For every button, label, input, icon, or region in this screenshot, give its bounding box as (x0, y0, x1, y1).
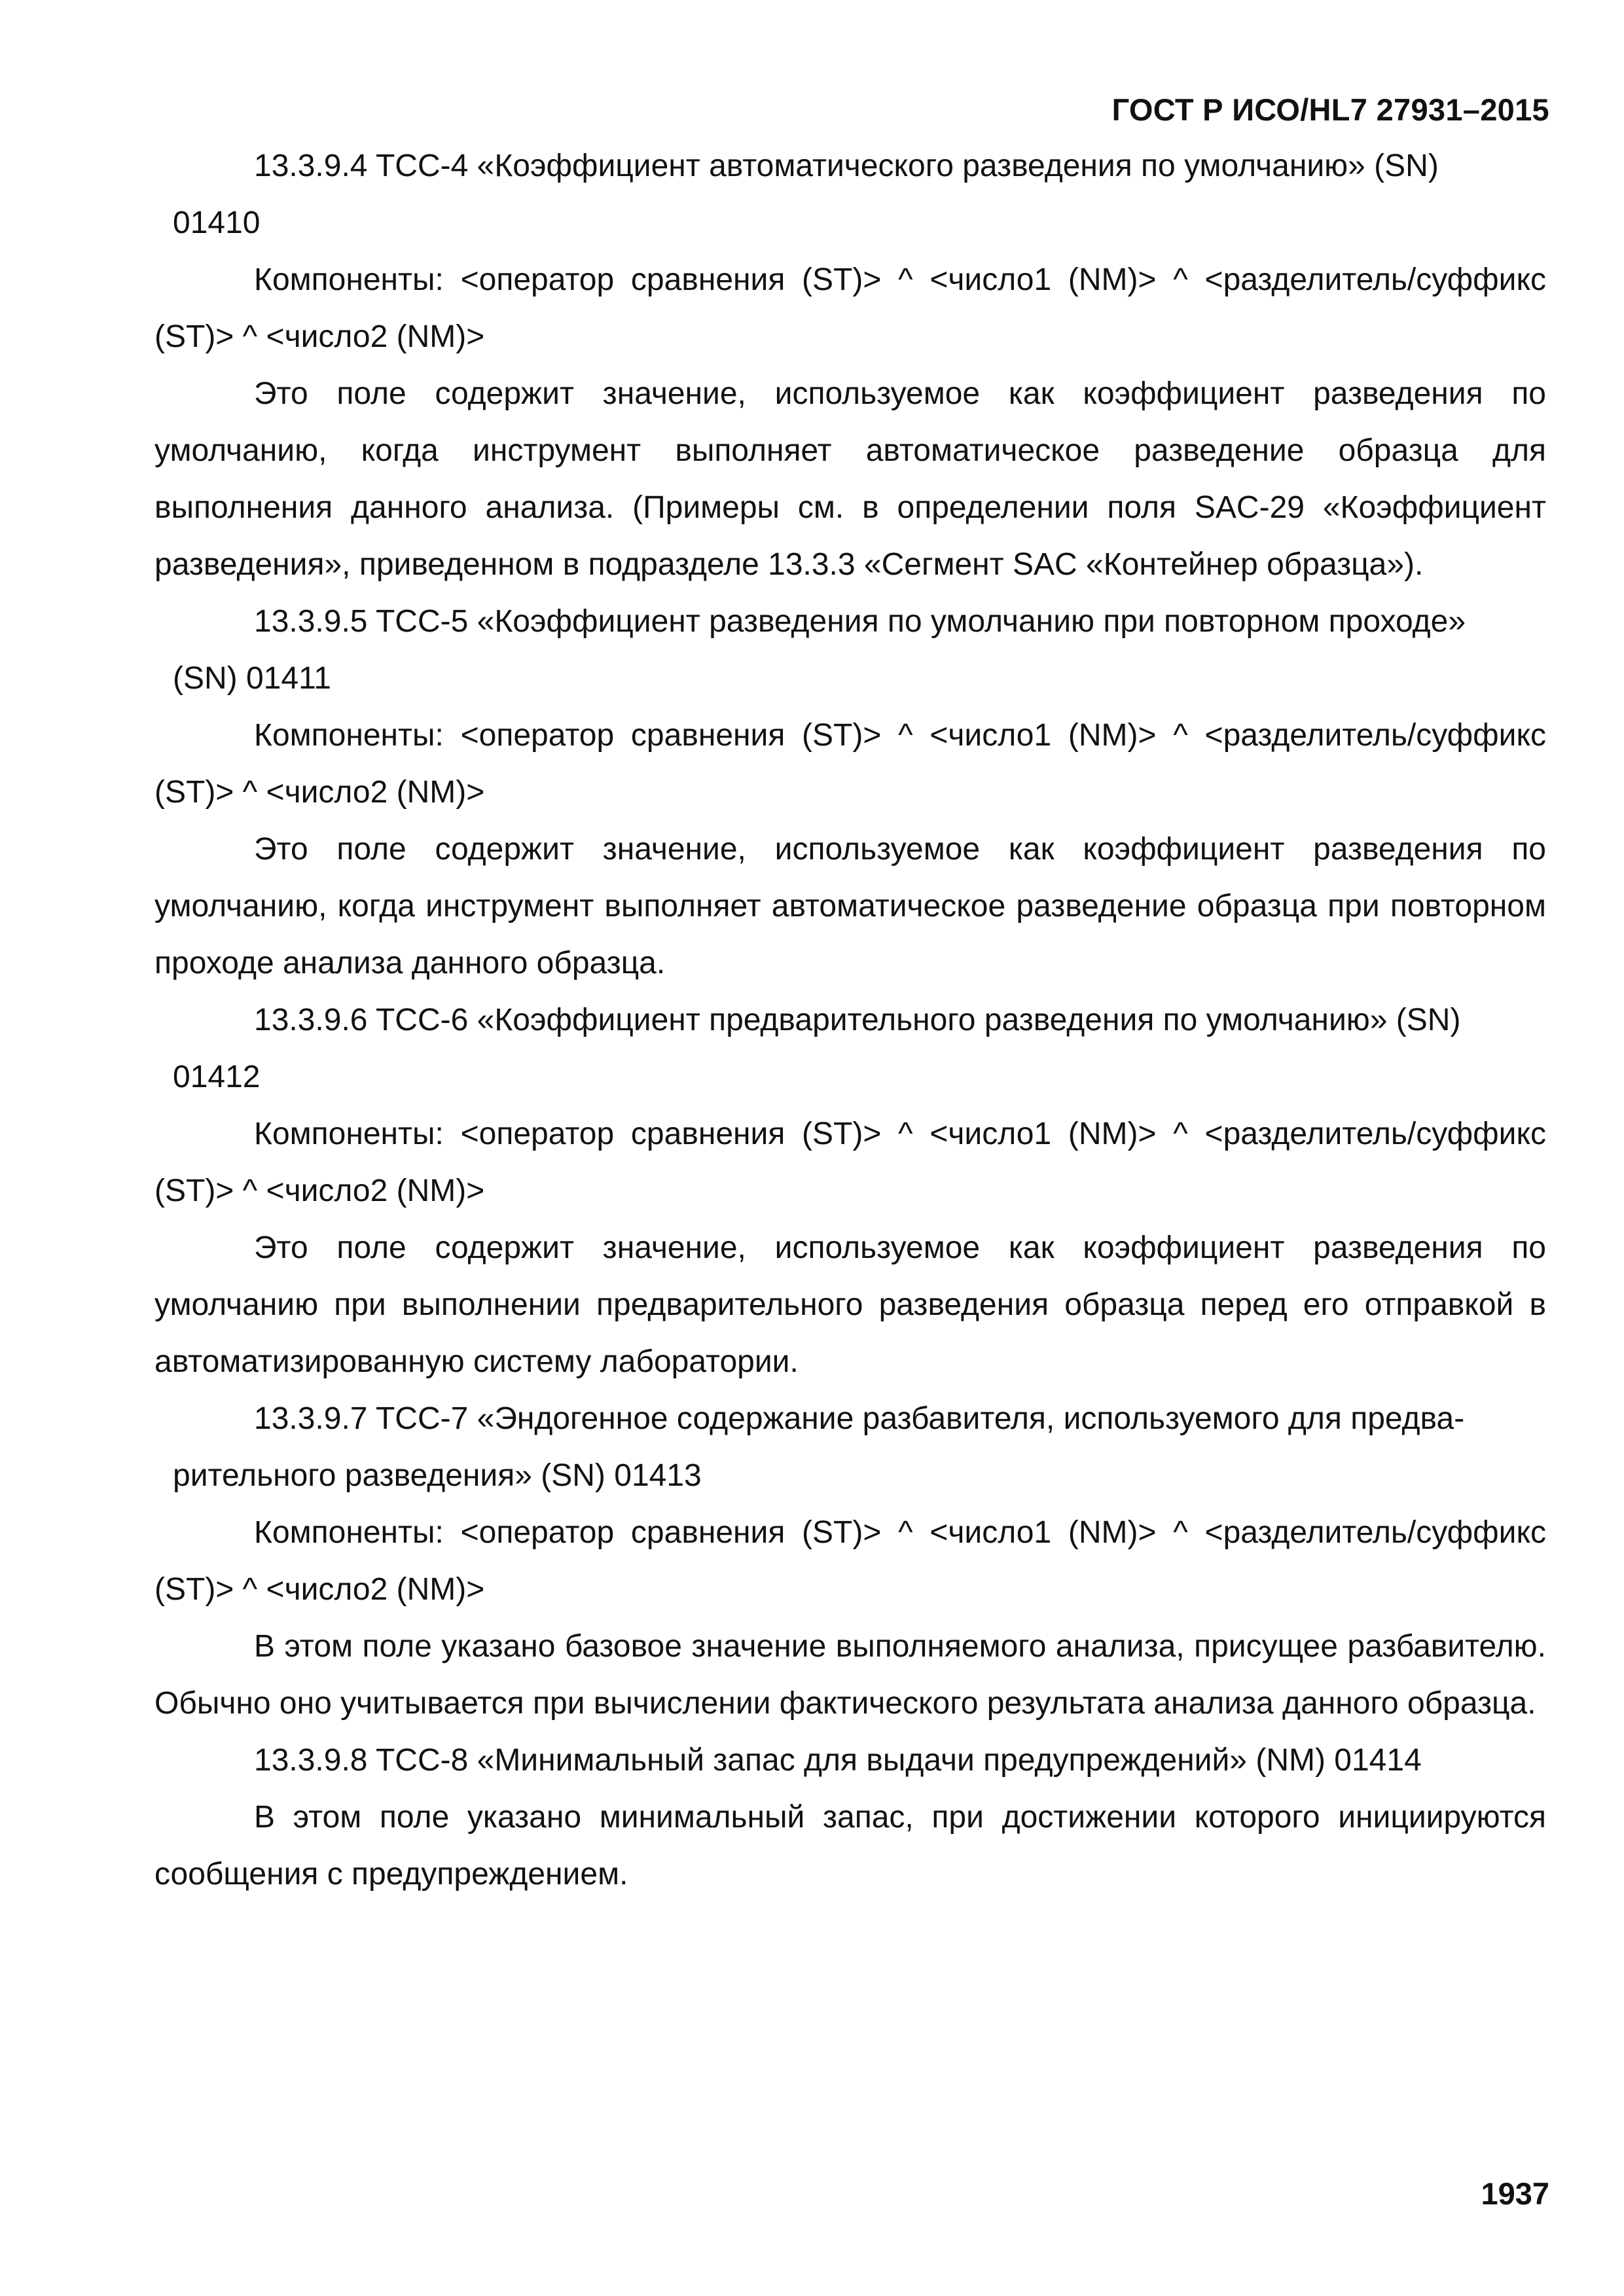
section-heading-line: 13.3.9.7 TCC-7 «Эндогенное содержание разбавителя, используемого для предва- (254, 1401, 1465, 1436)
description-paragraph: В этом поле указано базовое значение выполняемого анализа, присущее разбавителю. Обычно оно учитывается при вычислении фактического результата анализа данного образца. (154, 1629, 1546, 1721)
section-heading-continuation: 01410 (173, 206, 261, 240)
section-heading-tcc4 (154, 137, 1546, 251)
page-number: 1937 (1481, 2176, 1549, 2211)
section-heading-continuation: рительного разведения» (SN) 01413 (173, 1458, 702, 1493)
components-paragraph: Компоненты: <оператор сравнения (ST)> ^ <число1 (NM)> ^ <разделитель/суффикс (ST)> ^ <число2 (NM)> (154, 1117, 1546, 1208)
document-header: ГОСТ Р ИСО/HL7 27931–2015 (1111, 92, 1549, 127)
description-paragraph: В этом поле указано минимальный запас, при достижении которого инициируются сообщения с предупреждением. (154, 1800, 1546, 1892)
description-paragraph: Это поле содержит значение, используемое как коэффициент разведения по умолчанию, когда инструмент выполняет автоматическое разведение образца при повторном проходе анализа данного образца. (154, 832, 1546, 980)
section-heading-line: 13.3.9.5 TCC-5 «Коэффициент разведения по умолчанию при повторном проходе» (254, 604, 1466, 639)
components-paragraph: Компоненты: <оператор сравнения (ST)> ^ <число1 (NM)> ^ <разделитель/суффикс (ST)> ^ <число2 (NM)> (154, 718, 1546, 810)
document-body (154, 137, 1546, 1903)
description-paragraph: Это поле содержит значение, используемое как коэффициент разведения по умолчанию при выполнении предварительного разведения образца перед его отправкой в автоматизированную систему лаборатории. (154, 1230, 1546, 1379)
section-heading-continuation: (SN) 01411 (173, 661, 331, 696)
section-heading-line: 13.3.9.6 TCC-6 «Коэффициент предварительного разведения по умолчанию» (SN) (254, 1003, 1461, 1037)
description-paragraph: Это поле содержит значение, используемое как коэффициент разведения по умолчанию, когда инструмент выполняет автоматическое разведение образца для выполнения данного анализа. (Примеры см. в определении поля SAC-29 «Коэффициент разведения», приведенном в подразделе 13.3.3 «Сегмент SAC «Контейнер образца»). (154, 376, 1546, 582)
section-heading-tcc7 (154, 1390, 1546, 1504)
section-heading-continuation: 01412 (173, 1060, 261, 1094)
components-paragraph: Компоненты: <оператор сравнения (ST)> ^ <число1 (NM)> ^ <разделитель/суффикс (ST)> ^ <число2 (NM)> (154, 262, 1546, 354)
section-heading-line: 13.3.9.4 TCC-4 «Коэффициент автоматического разведения по умолчанию» (SN) (254, 149, 1439, 183)
components-paragraph: Компоненты: <оператор сравнения (ST)> ^ <число1 (NM)> ^ <разделитель/суффикс (ST)> ^ <число2 (NM)> (154, 1515, 1546, 1607)
section-heading-tcc6 (154, 992, 1546, 1105)
section-heading-tcc8: 13.3.9.8 TCC-8 «Минимальный запас для выдачи предупреждений» (NM) 01414 (254, 1743, 1422, 1778)
section-heading-tcc5 (154, 593, 1546, 707)
